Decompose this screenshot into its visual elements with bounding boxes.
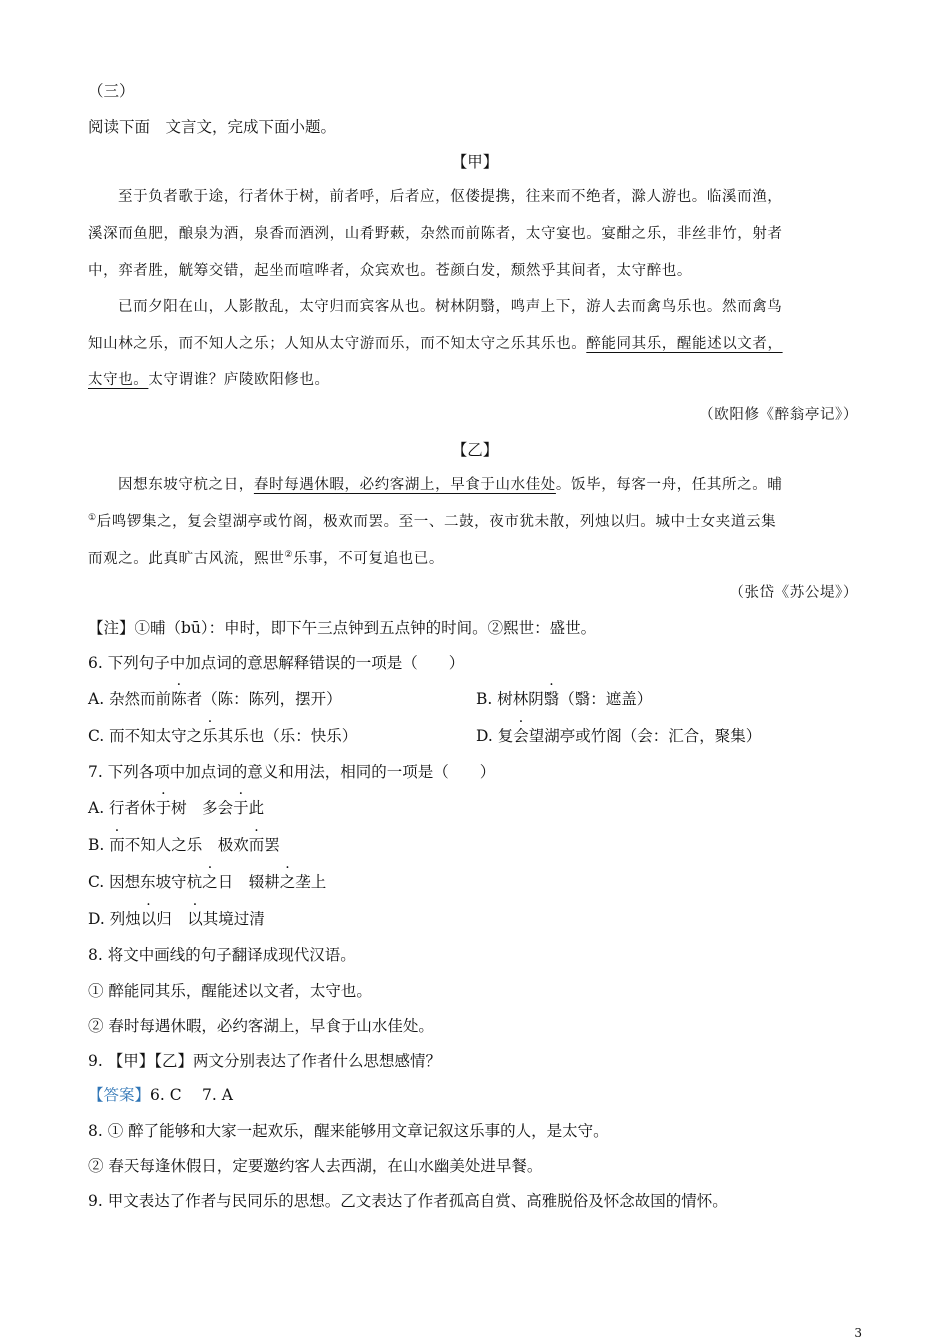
footnote-mark: ①: [88, 513, 97, 523]
question-9: 9. 【甲】【乙】两文分别表达了作者什么思想感情？: [88, 1052, 441, 1070]
passage-a-line: [88, 337, 783, 352]
q7-option-b: B. 而不知人之乐 极欢而罢: [88, 836, 280, 854]
passage-b-text: 乐事，不可复追也已。: [292, 550, 444, 567]
q8-item-2: ② 春时每遇休暇，必约客湖上，早食于山水佳处。: [88, 1017, 434, 1035]
passage-a-line: [88, 373, 330, 388]
notes: 【注】①晡（bū）：申时，即下午三点钟到五点钟的时间。②熙世：盛世。: [88, 619, 597, 637]
underlined-sentence: 春时每遇休暇，必约客湖上，早食于山水佳处: [253, 477, 556, 493]
q7-option-a: A. 行者休于树 多会于此: [88, 799, 265, 817]
answer-8-1: 8. ① 醉了能够和大家一起欢乐，醒来能够用文章记叙这乐事的人，是太守。: [88, 1122, 609, 1140]
passage-b-source: （张岱《苏公堤》）: [729, 585, 858, 601]
page-number: 3: [854, 1326, 862, 1340]
answer-8-2: ② 春天每逢休假日，定要邀约客人去西湖，在山水幽美处进早餐。: [88, 1157, 543, 1175]
passage-b-heading: 【乙】: [451, 441, 499, 459]
question-7: 7. 下列各项中加点词的意义和用法，相同的一项是（ ）: [88, 763, 496, 781]
answer-9: 9. 甲文表达了作者与民同乐的思想。乙文表达了作者孤高自赏、高雅脱俗及怀念故国的情怀。: [88, 1192, 728, 1210]
underlined-sentence: 太守也。: [88, 372, 149, 388]
answer-line: [88, 1088, 233, 1104]
q8-item-1: ① 醉能同其乐，醒能述以文者，太守也。: [88, 982, 372, 1000]
passage-b-line: [88, 514, 776, 529]
passage-b-text: 后鸣锣集之，复会望湖亭或竹阁，极欢而罢。至一、二鼓，夜市犹未散，列烛以归。城中士女夹道云集: [96, 513, 777, 530]
passage-b-line: [88, 551, 444, 566]
question-6: 6. 下列句子中加点词的意思解释错误的一项是（ ）: [88, 654, 465, 672]
answer-text: 6. C 7. A: [150, 1086, 233, 1104]
passage-b-text: 而观之。此真旷古风流，熙世: [88, 550, 285, 567]
q7-option-d: D. 列烛以归 以其境过清: [88, 910, 265, 928]
q6-option-b: B. 树林阴翳（翳：遮盖）: [476, 690, 653, 708]
passage-b-text: 因想东坡守杭之日，: [118, 477, 254, 493]
section-heading: （三）: [88, 82, 135, 100]
underlined-sentence: 醉能同其乐，醒能述以文者，: [586, 336, 783, 352]
passage-b-text: 。饭毕，每客一舟，任其所之。晡: [555, 477, 783, 493]
passage-a-heading: 【甲】: [451, 153, 499, 171]
footnote-mark: ②: [284, 550, 293, 560]
q6-option-d: D. 复会望湖亭或竹阁（会：汇合，聚集）: [476, 727, 762, 745]
passage-a-line: 溪深而鱼肥，酿泉为酒，泉香而酒洌，山肴野蔌，杂然而前陈者，太守宴也。宴酣之乐，非丝非竹，射者: [88, 226, 783, 242]
answer-tag: 【答案】: [88, 1086, 151, 1104]
q6-option-c: C. 而不知太守之乐其乐也（乐：快乐）: [88, 727, 358, 745]
passage-a-line: 中，弈者胜，觥筹交错，起坐而喧哗者，众宾欢也。苍颜白发，颓然乎其间者，太守醉也。: [88, 263, 692, 279]
instruction: 阅读下面 文言文，完成下面小题。: [88, 118, 337, 136]
passage-a-text: 太守谓谁？庐陵欧阳修也。: [148, 372, 330, 388]
q6-option-a: A. 杂然而前陈者（陈：陈列，摆开）: [88, 690, 342, 708]
passage-a-source: （欧阳修《醉翁亭记》）: [699, 407, 858, 423]
passage-a-line: 已而夕阳在山，人影散乱，太守归而宾客从也。树林阴翳，鸣声上下，游人去而禽鸟乐也。然而禽鸟: [118, 299, 783, 315]
question-8: 8. 将文中画线的句子翻译成现代汉语。: [88, 946, 356, 964]
passage-a-text: 知山林之乐，而不知人之乐；人知从太守游而乐，而不知太守之乐其乐也。: [88, 336, 587, 352]
passage-a-line: 至于负者歌于途，行者休于树，前者呼，后者应，伛偻提携，往来而不绝者，滁人游也。临溪而渔，: [118, 189, 783, 205]
passage-b-line: [118, 478, 782, 493]
q7-option-c: C. 因想东坡守杭之日 辍耕之垄上: [88, 873, 327, 891]
